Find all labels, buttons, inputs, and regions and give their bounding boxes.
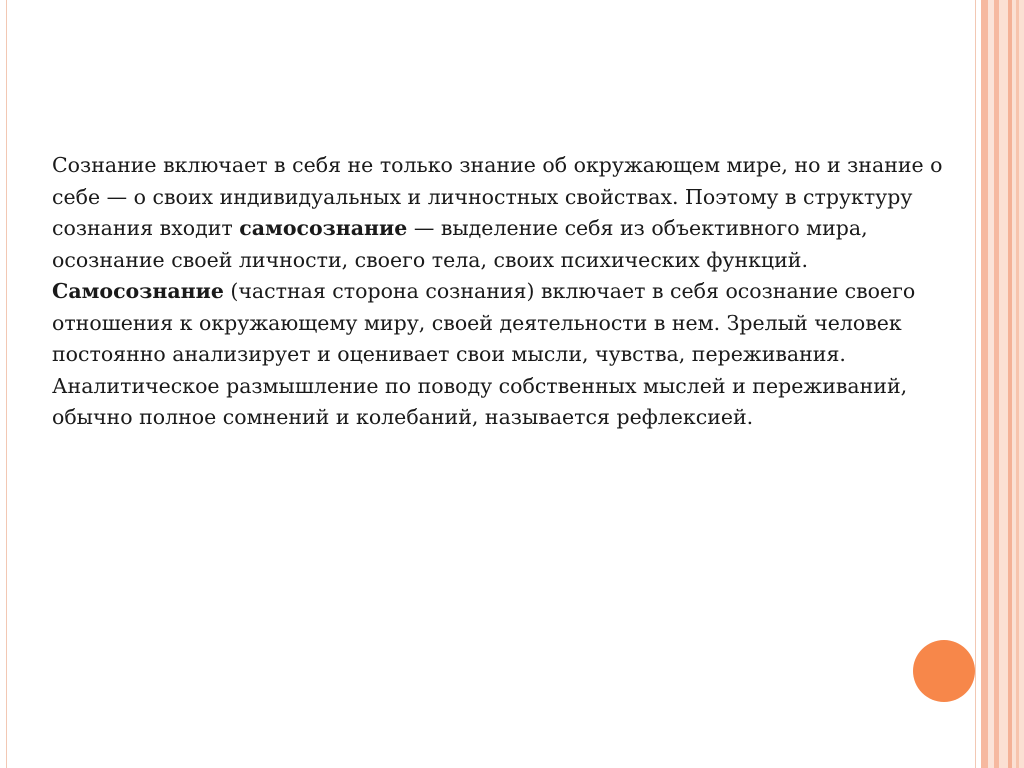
paragraph-text: (частная сторона сознания) включает в себя осознание своего отношения к окружающему миру, своей деятельности в нем. Зрелый человек постоянно анализирует и оценивает свои мысли, чувства, переживания. Аналитическое размышление по поводу собственных мыслей и переживаний, обычно полное сомнений и колебаний, называется рефлексией. bbox=[52, 279, 916, 429]
paragraph-text: Сознание включает в себя не только знание об окружающем мире, но и знание о себе — о своих индивидуальных и личностных свойствах. Поэтому в структуру сознания входит bbox=[52, 153, 943, 240]
term-self-consciousness: самосознание bbox=[239, 216, 408, 240]
term-self-consciousness: Самосознание bbox=[52, 279, 224, 303]
paragraph-self-consciousness bbox=[52, 276, 952, 434]
decorative-stripe bbox=[981, 0, 988, 768]
accent-circle-icon bbox=[913, 640, 975, 702]
paragraph-consciousness bbox=[52, 150, 952, 276]
decorative-stripe bbox=[1016, 0, 1019, 768]
paragraph-text: — выделение себя из объективного мира, осознание своей личности, своего тела, своих психических функций. bbox=[52, 216, 868, 272]
slide-body-text bbox=[52, 150, 952, 434]
decorative-stripe bbox=[1008, 0, 1012, 768]
